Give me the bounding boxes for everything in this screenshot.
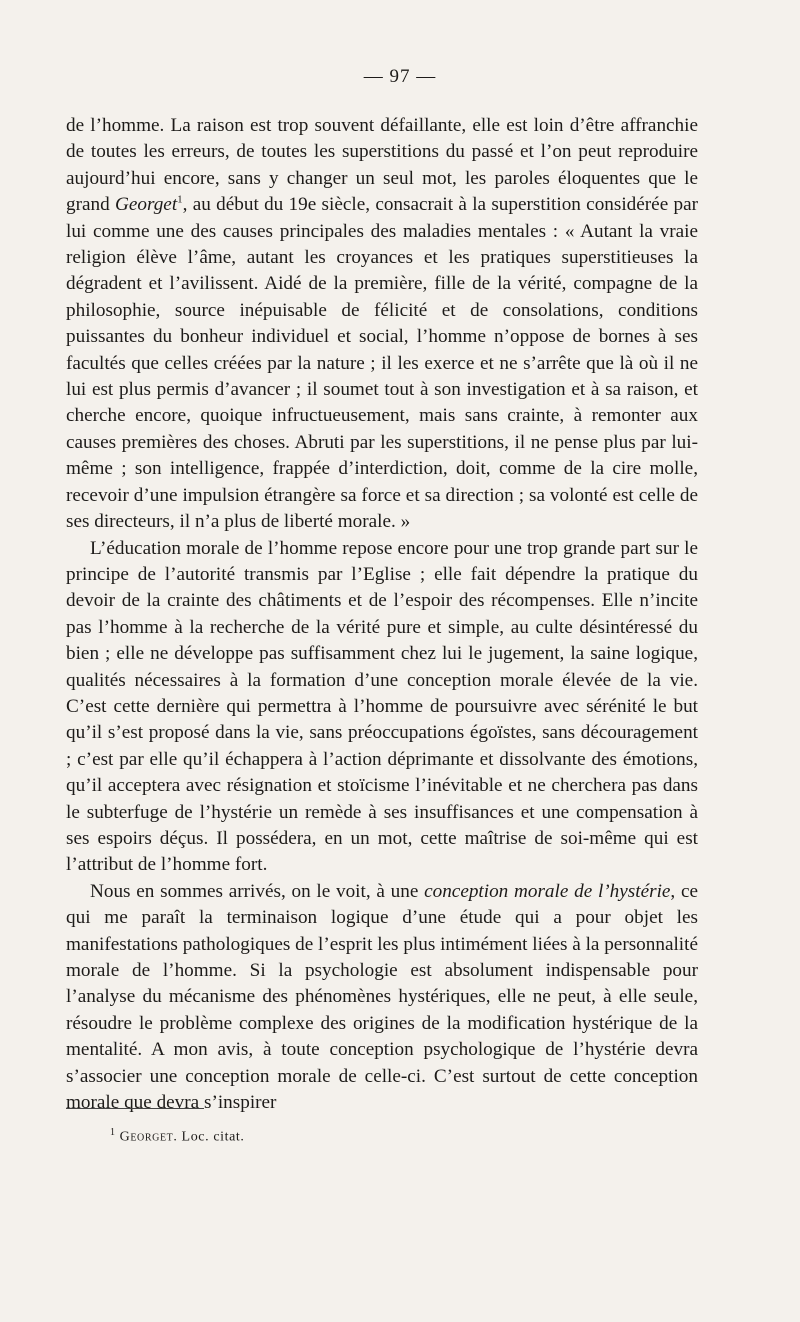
paragraph-3: [66, 879, 698, 1117]
paragraph-3-text-b: , ce qui me paraît la terminaison logique d’une étude qui a pour objet les manifestations pathologiques de l’esprit les plus intimément liées à la personnalité morale de l’homme. Si la psychologie est absolument indispensable pour l’analyse du mécanisme des phénomènes hystériques, elle ne peut, à elle seule, résoudre le problème complexe des origines de la modification hystérique de la mentalité. A mon avis, à toute conception psychologique de l’hystérie devra s’associer une conception morale de celle-ci. C’est surtout de cette conception morale que devra s’inspirer: [66, 880, 698, 1114]
footnote: [110, 1127, 245, 1146]
footnote-marker: 1: [110, 1127, 116, 1138]
footnote-author: Georget: [119, 1129, 174, 1145]
paragraph-3-text-a: Nous en sommes arrivés, on le voit, à une: [90, 880, 425, 902]
footnote-reference: 1: [177, 193, 183, 206]
paragraph-2: L’éducation morale de l’homme repose encore pour une trop grande part sur le principe de l’autorité transmis par l’Eglise ; elle fait dépendre la pratique du devoir de la crainte des châtiments et de l’espoir des récompenses. Elle n’incite pas l’homme à la recherche de la vérité pure et simple, au culte désintéressé du bien ; elle ne développe pas suffisamment chez lui le jugement, la saine logique, qualités nécessaires à la formation d’une conception morale élevée de la vie. C’est cette dernière qui permettra à l’homme de poursuivre avec sérénité le but qu’il s’est proposé dans la vie, sans préoccupations égoïstes, sans découragement ; c’est par elle qu’il échappera à l’action déprimante et dissolvante des émotions, qu’il acceptera avec résignation et stoïcisme l’inévitable et ne cherchera pas dans le subterfuge de l’hystérie un remède à ses insuffisances et une compensation à ses espoirs déçus. Il possédera, en un mot, cette maîtrise de soi-même qui est l’attribut de l’homme fort.: [66, 537, 698, 876]
footnote-citation: . Loc. citat.: [173, 1129, 245, 1145]
paragraph-1-italic: Georget: [114, 194, 178, 216]
body-text: [66, 113, 698, 1116]
footnote-divider: [66, 1108, 204, 1109]
paragraph-1-text-a: de l’homme. La raison est trop souvent défaillante, elle est loin d’être affranchie de toutes les erreurs, de toutes les superstitions du passé et l’on peut reproduire aujourd’hui encore, sans y changer un seul mot, les paroles éloquentes que le grand: [66, 115, 698, 216]
paragraph-3-italic: conception morale de l’hystérie: [424, 880, 671, 902]
paragraph-1-text-b: , au début du 19e siècle, consacrait à la superstition considérée par lui comme une des causes principales des maladies mentales : « Autant la vraie religion élève l’âme, autant les croyances et les pratiques superstitieuses la dégradent et l’avilissent. Aidé de la première, fille de la vérité, compagne de la philosophie, source inépuisable de félicité et de consolations, conditions puissantes du bonheur individuel et social, l’homme n’oppose de bornes à ses facultés que celles créées par la nature ; il les exerce et ne s’arrête que là où il ne lui est plus permis d’avancer ; il soumet tout à son investigation et à sa raison, et cherche encore, quoique infructueusement, mais sans crainte, à remonter aux causes premières des choses. Abruti par les superstitions, il ne pense plus par lui-même ; son intelligence, frappée d’interdiction, doit, comme de la cire molle, recevoir d’une impulsion étrangère sa force et sa direction ; sa volonté est celle de ses directeurs, il n’a plus de liberté morale. »: [66, 194, 699, 533]
page-number: — 97 —: [363, 66, 437, 87]
paragraph-1: [66, 113, 698, 536]
